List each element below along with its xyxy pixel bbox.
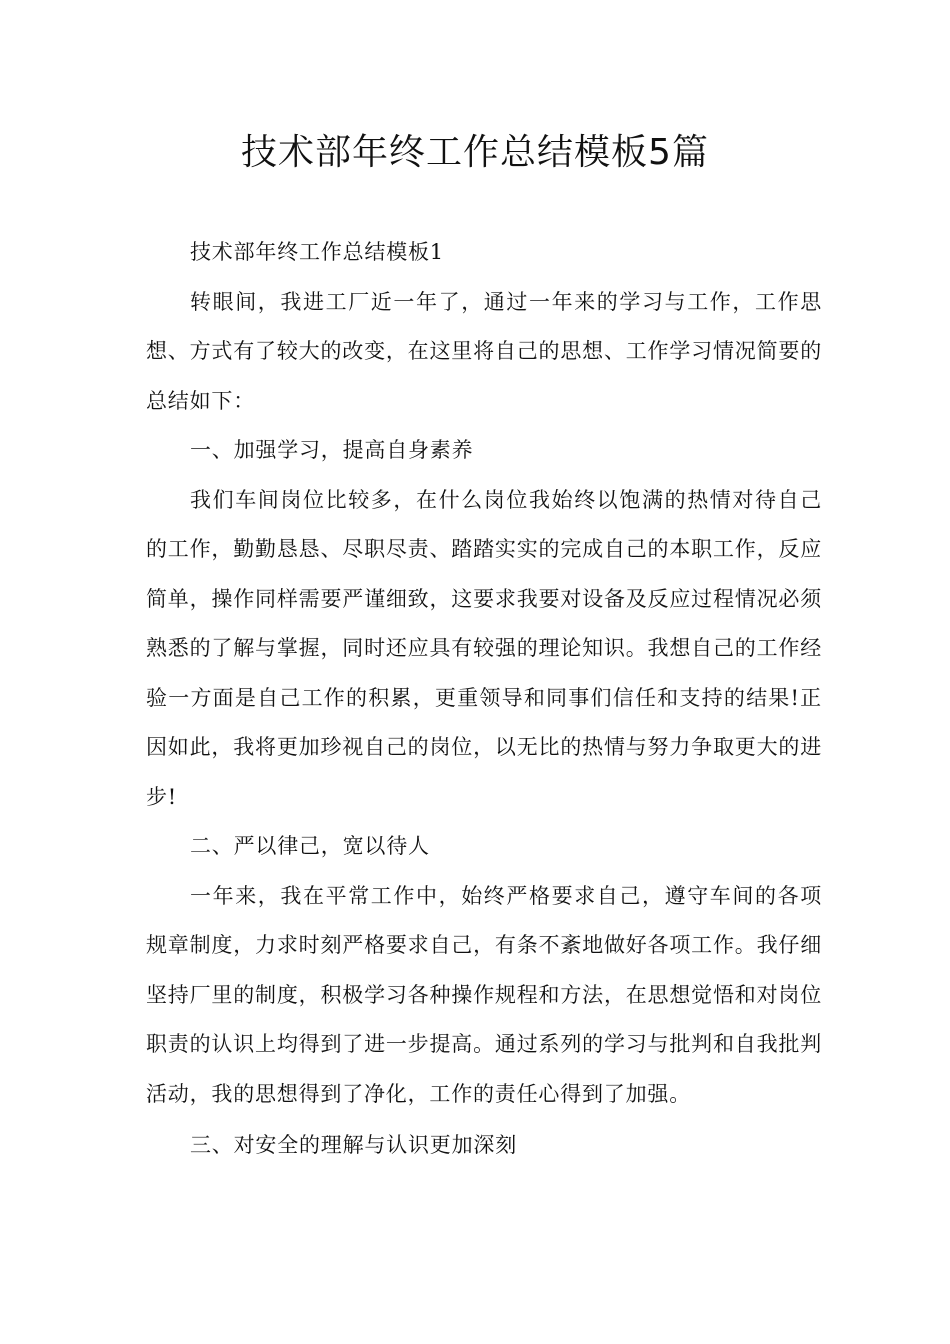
document-title: 技术部年终工作总结模板5篇 (241, 132, 709, 173)
section-heading: 二、严以律己，宽以待人 (190, 834, 430, 858)
section-heading: 三、对安全的理解与认识更加深刻 (190, 1133, 517, 1157)
body-paragraph: 一年来，我在平常工作中，始终严格要求自己，遵守车间的各项规章制度，力求时刻严格要求自己，有条不紊地做好各项工作。我仔细坚持厂里的制度，积极学习各种操作规程和方法，在思想觉悟和对岗位职责的认识上均得到了进一步提高。通过系列的学习与批判和自我批判活动，我的思想得到了净化，工作的责任心得到了加强。 (146, 883, 822, 1106)
document-body (146, 228, 822, 1171)
section-heading: 技术部年终工作总结模板1 (190, 240, 444, 264)
body-paragraph: 我们车间岗位比较多，在什么岗位我始终以饱满的热情对待自己的工作，勤勤恳恳、尽职尽责、踏踏实实的完成自己的本职工作，反应简单，操作同样需要严谨细致，这要求我要对设备及反应过程情况必须熟悉的了解与掌握，同时还应具有较强的理论知识。我想自己的工作经验一方面是自己工作的积累，更重领导和同事们信任和支持的结果!正因如此，我将更加珍视自己的岗位，以无比的热情与努力争取更大的进步! (146, 487, 822, 809)
section-heading: 一、加强学习，提高自身素养 (190, 438, 474, 462)
body-paragraph: 转眼间，我进工厂近一年了，通过一年来的学习与工作，工作思想、方式有了较大的改变，在这里将自己的思想、工作学习情况简要的总结如下： (146, 289, 822, 413)
